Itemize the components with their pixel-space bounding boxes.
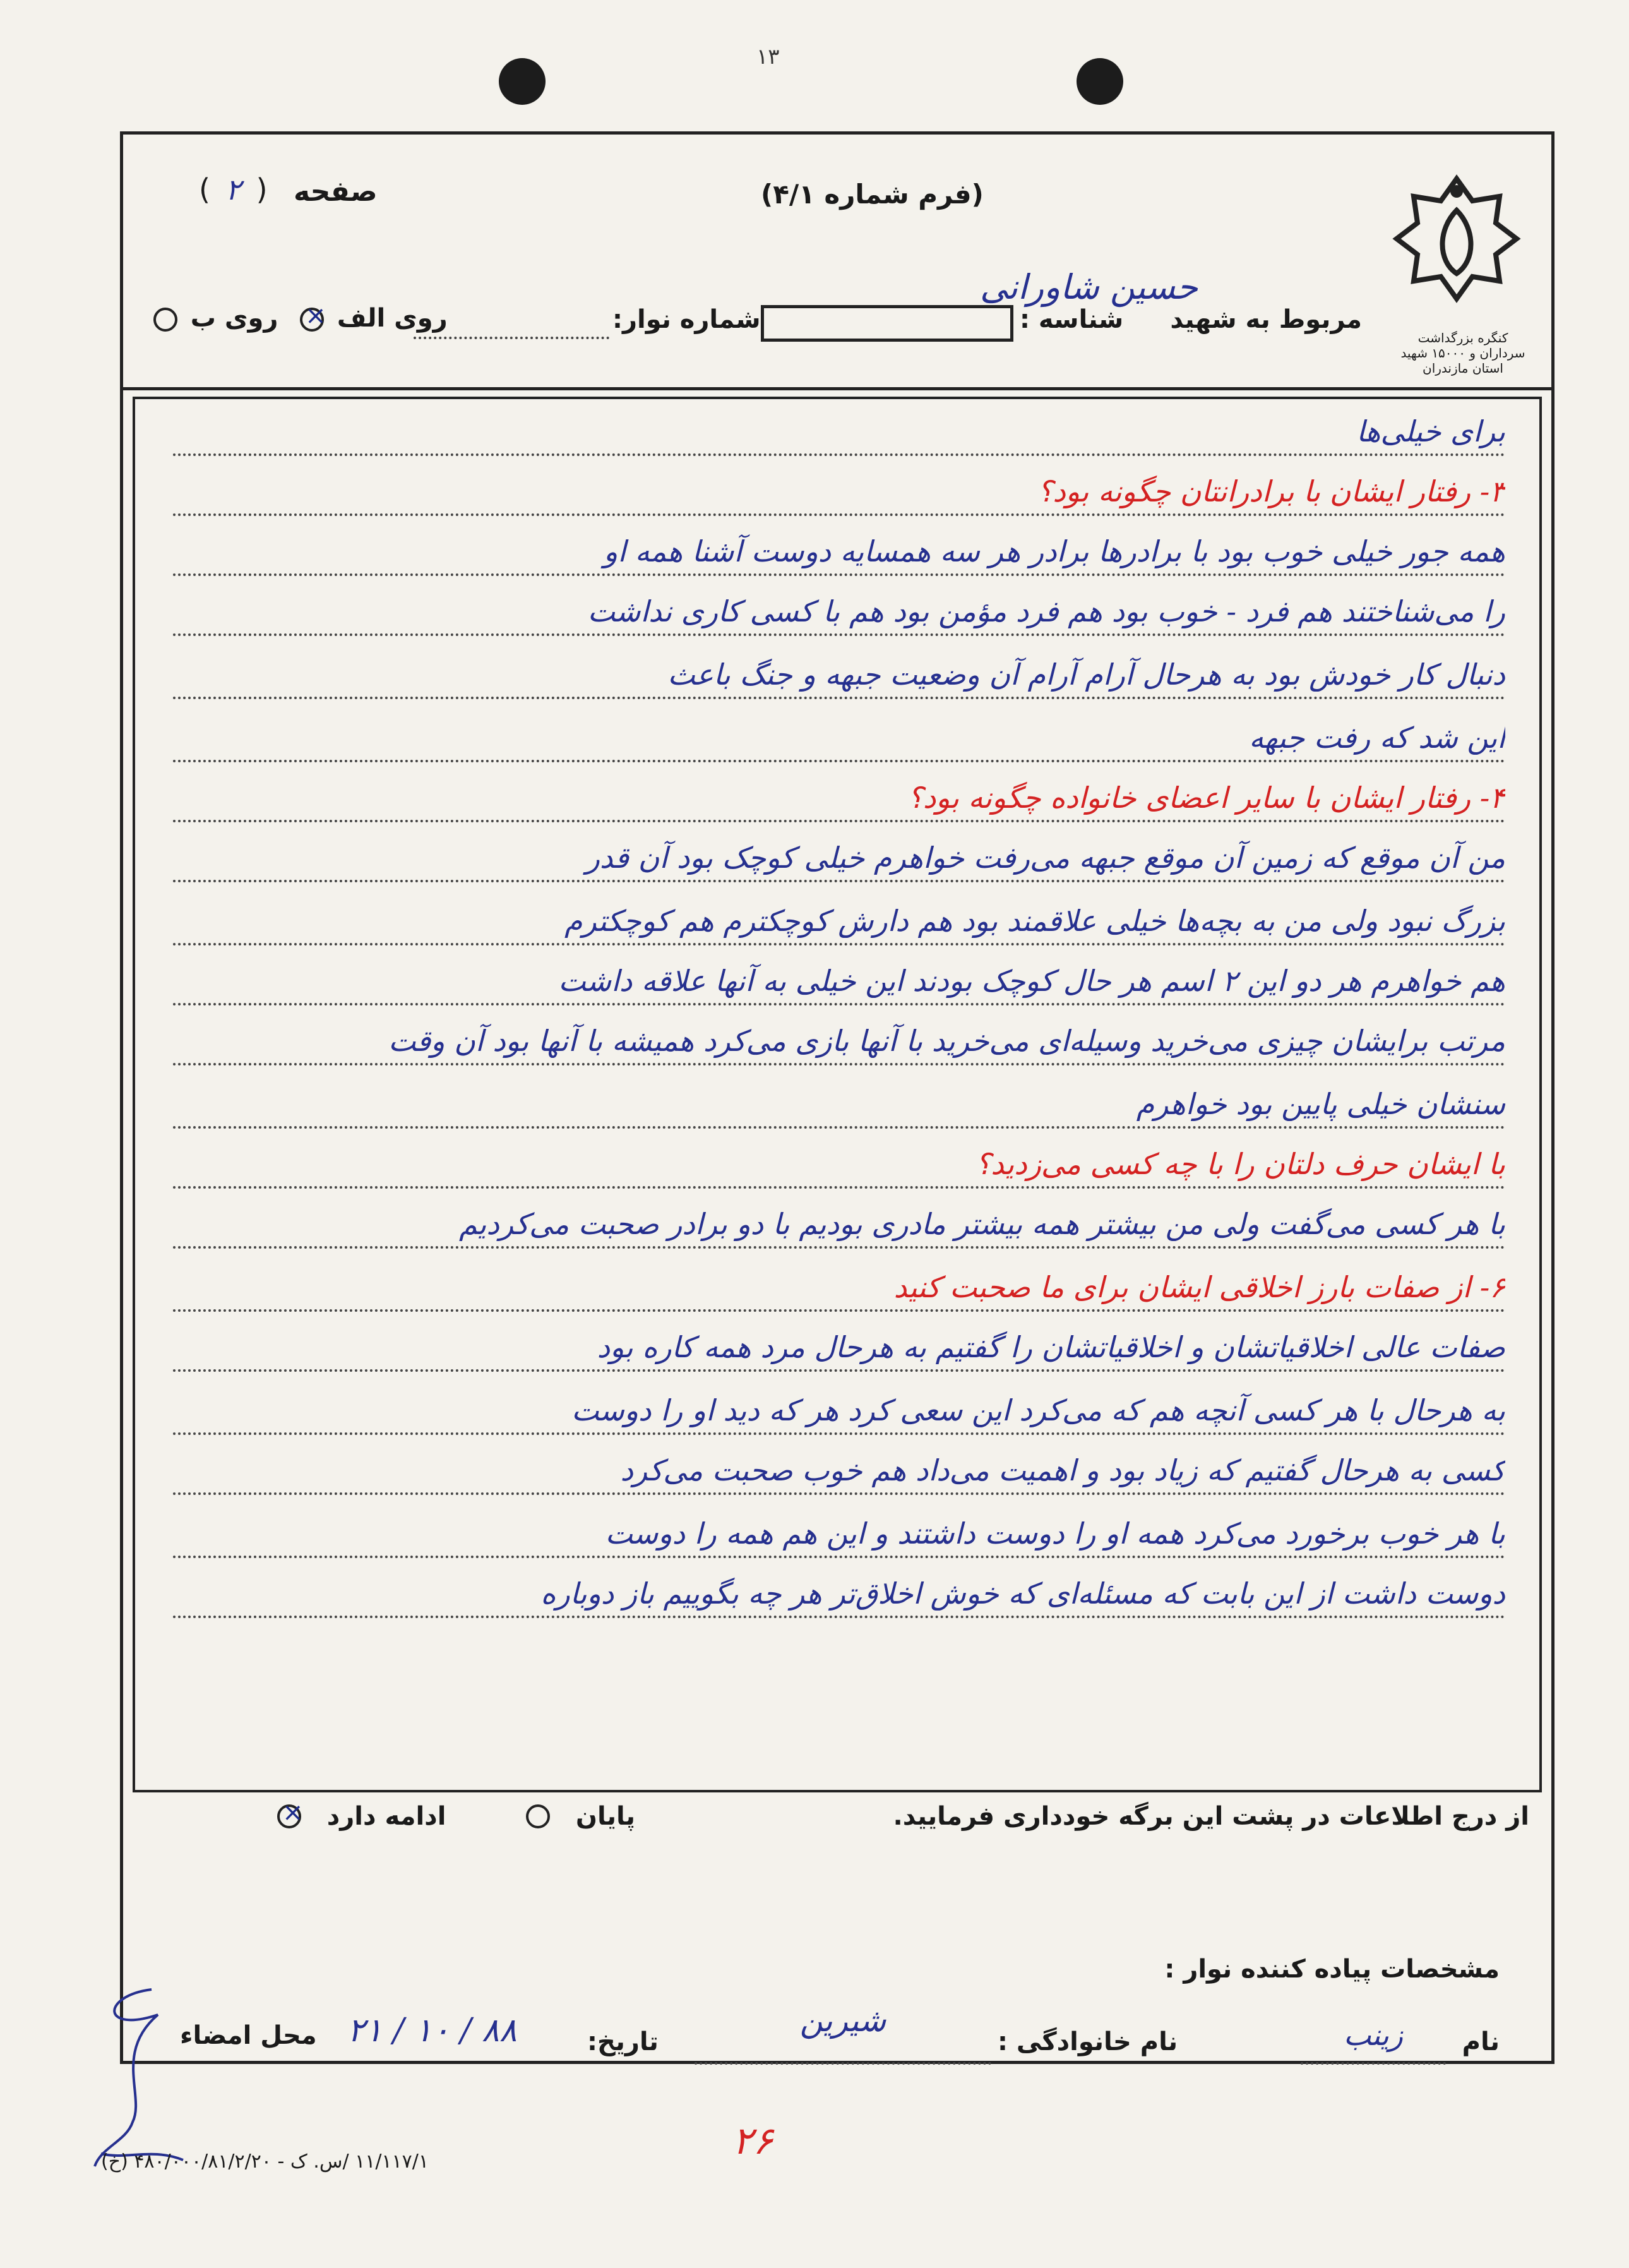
line-8-text: من آن موقع که زمین آن موقع جبهه می‌رفت خواهرم خیلی کوچک بود آن قدر	[585, 841, 1505, 875]
page-label: صفحه	[294, 176, 378, 208]
line-1-text: برای خیلی‌ها	[1356, 414, 1505, 448]
line-6-text: این شد که رفت جبهه	[1249, 721, 1505, 755]
form-code: ۱۱/۱۱۷/۱ /س. ک - ۴۸۰/۰۰۰/۸۱/۲/۲۰ (خ)	[101, 2151, 429, 2173]
line-11	[173, 1009, 1505, 1065]
family-value: شیرین	[799, 2002, 886, 2039]
tape-number-label: شماره نوار:	[612, 305, 761, 334]
line-7	[173, 765, 1505, 822]
form-title: (فرم شماره ۴/۱)	[761, 179, 984, 210]
line-10	[173, 949, 1505, 1005]
line-7-text: ۴- رفتار ایشان با سایر اعضای خانواده چگونه بود؟	[907, 781, 1505, 815]
name-field[interactable]	[1301, 2018, 1446, 2065]
line-15-text: ۶- از صفات بارز اخلاقی ایشان برای ما صحبت کنید	[893, 1270, 1505, 1304]
transcription-area	[133, 397, 1542, 1792]
side-b-label: روی ب	[190, 304, 278, 333]
organization-name: کنگره بزرگداشت سرداران و ۱۵۰۰۰ شهید استان مازندران	[1400, 330, 1525, 376]
id-field[interactable]	[761, 305, 1013, 342]
line-1	[173, 399, 1505, 456]
line-19	[173, 1501, 1505, 1558]
page-number-paren: ( ۲ )	[199, 172, 268, 207]
line-13	[173, 1132, 1505, 1189]
organization-logo-icon	[1387, 172, 1526, 337]
line-16-text: صفات عالی اخلاقیاتشان و اخلاقیاتشان را گفتیم به هرحال مرد همه کاره بود	[597, 1330, 1505, 1364]
line-15	[173, 1255, 1505, 1312]
line-5-text: دنبال کار خودش بود به هرحال آرام آرام آن وضعیت جبهه و جنگ باعث	[667, 657, 1505, 692]
line-12	[173, 1072, 1505, 1129]
folio-number: ۲۶	[732, 2119, 773, 2163]
martyr-name: حسین شاورانی	[979, 267, 1198, 307]
name-label: نام	[1462, 2027, 1500, 2056]
line-20-text: دوست داشت از این بابت که مسئله‌ای که خوش اخلاق‌تر هر چه بگوییم باز دوباره	[540, 1576, 1505, 1611]
line-14-text: با هر کسی می‌گفت ولی من بیشتر همه بیشتر مادری بودیم با دو برادر صحبت می‌کردیم	[458, 1207, 1505, 1241]
name-value: زینب	[1343, 2018, 1404, 2052]
continues-checkbox[interactable]	[277, 1804, 301, 1828]
line-4	[173, 579, 1505, 636]
side-b-checkbox[interactable]	[153, 308, 177, 332]
form-header	[123, 135, 1551, 390]
end-checkbox[interactable]	[526, 1804, 550, 1828]
line-2	[173, 459, 1505, 516]
continues-label: ادامه دارد	[326, 1802, 446, 1831]
line-5	[173, 642, 1505, 699]
family-label: نام خانوادگی :	[998, 2027, 1178, 2056]
line-9	[173, 889, 1505, 945]
signature-label: محل امضاء	[180, 2021, 317, 2050]
page-number: ۲	[225, 172, 241, 207]
line-20	[173, 1561, 1505, 1618]
line-4-text: را می‌شناختند هم فرد - خوب بود هم فرد مؤمن بود هم با کسی کاری نداشت	[587, 594, 1505, 628]
line-18-text: کسی به هرحال گفتیم که زیاد بود و اهمیت می‌داد هم خوب صحبت می‌کرد	[620, 1453, 1505, 1487]
line-10-text: هم خواهرم هر دو این ۲ اسم هر حال کوچک بودند این خیلی به آنها علاقه داشت	[558, 964, 1505, 998]
line-3-text: همه جور خیلی خوب بود با برادرها برادر هر سه همسایه دوست آشنا همه او	[604, 534, 1505, 568]
id-label: شناسه :	[1020, 305, 1124, 334]
status-selector	[268, 1801, 644, 1831]
line-12-text: سنشان خیلی پایین بود خواهرم	[1136, 1087, 1505, 1121]
side-a-label: روی الف	[337, 304, 448, 333]
side-a-checkbox[interactable]	[300, 308, 324, 332]
implementer-title: مشخصات پیاده کننده نوار :	[1164, 1955, 1500, 1984]
form-frame	[120, 131, 1554, 2064]
line-11-text: مرتب برایشان چیزی می‌خرید وسیله‌ای می‌خرید با آنها بازی می‌کرد همیشه با آنها بود آن وقت	[388, 1024, 1505, 1058]
top-mark: ۱۳	[756, 44, 780, 69]
line-19-text: با هر خوب برخورد می‌کرد همه او را دوست داشتند و این هم همه را دوست	[605, 1516, 1505, 1551]
line-14	[173, 1192, 1505, 1249]
line-2-text: ۳- رفتار ایشان با برادرانتان چگونه بود؟	[1037, 474, 1505, 508]
footer-note: از درج اطلاعات در پشت این برگه خودداری فرمایید.	[893, 1802, 1529, 1831]
date-label: تاریخ:	[587, 2027, 659, 2056]
line-16	[173, 1315, 1505, 1372]
punch-hole-left	[499, 58, 546, 105]
end-label: پایان	[575, 1802, 636, 1831]
date-value[interactable]: ۸۸ / ۱۰ / ۲۱	[347, 2012, 517, 2049]
line-9-text: بزرگ نبود ولی من به بچه‌ها خیلی علاقمند بود هم دارش کوچکترم هم کوچکترم	[564, 904, 1505, 938]
line-18	[173, 1438, 1505, 1495]
line-17-text: به هرحال با هر کسی آنچه هم که می‌کرد این سعی کرد هر که دید او را دوست	[571, 1393, 1505, 1427]
side-selector	[148, 304, 448, 333]
related-martyr-label: مربوط به شهید	[1170, 305, 1362, 334]
line-3	[173, 519, 1505, 576]
punch-hole-right	[1077, 58, 1123, 105]
line-6	[173, 705, 1505, 762]
line-17	[173, 1378, 1505, 1435]
line-8	[173, 825, 1505, 882]
line-13-text: با ایشان حرف دلتان را با چه کسی می‌زدید؟	[975, 1147, 1505, 1181]
family-field[interactable]	[695, 2002, 991, 2065]
